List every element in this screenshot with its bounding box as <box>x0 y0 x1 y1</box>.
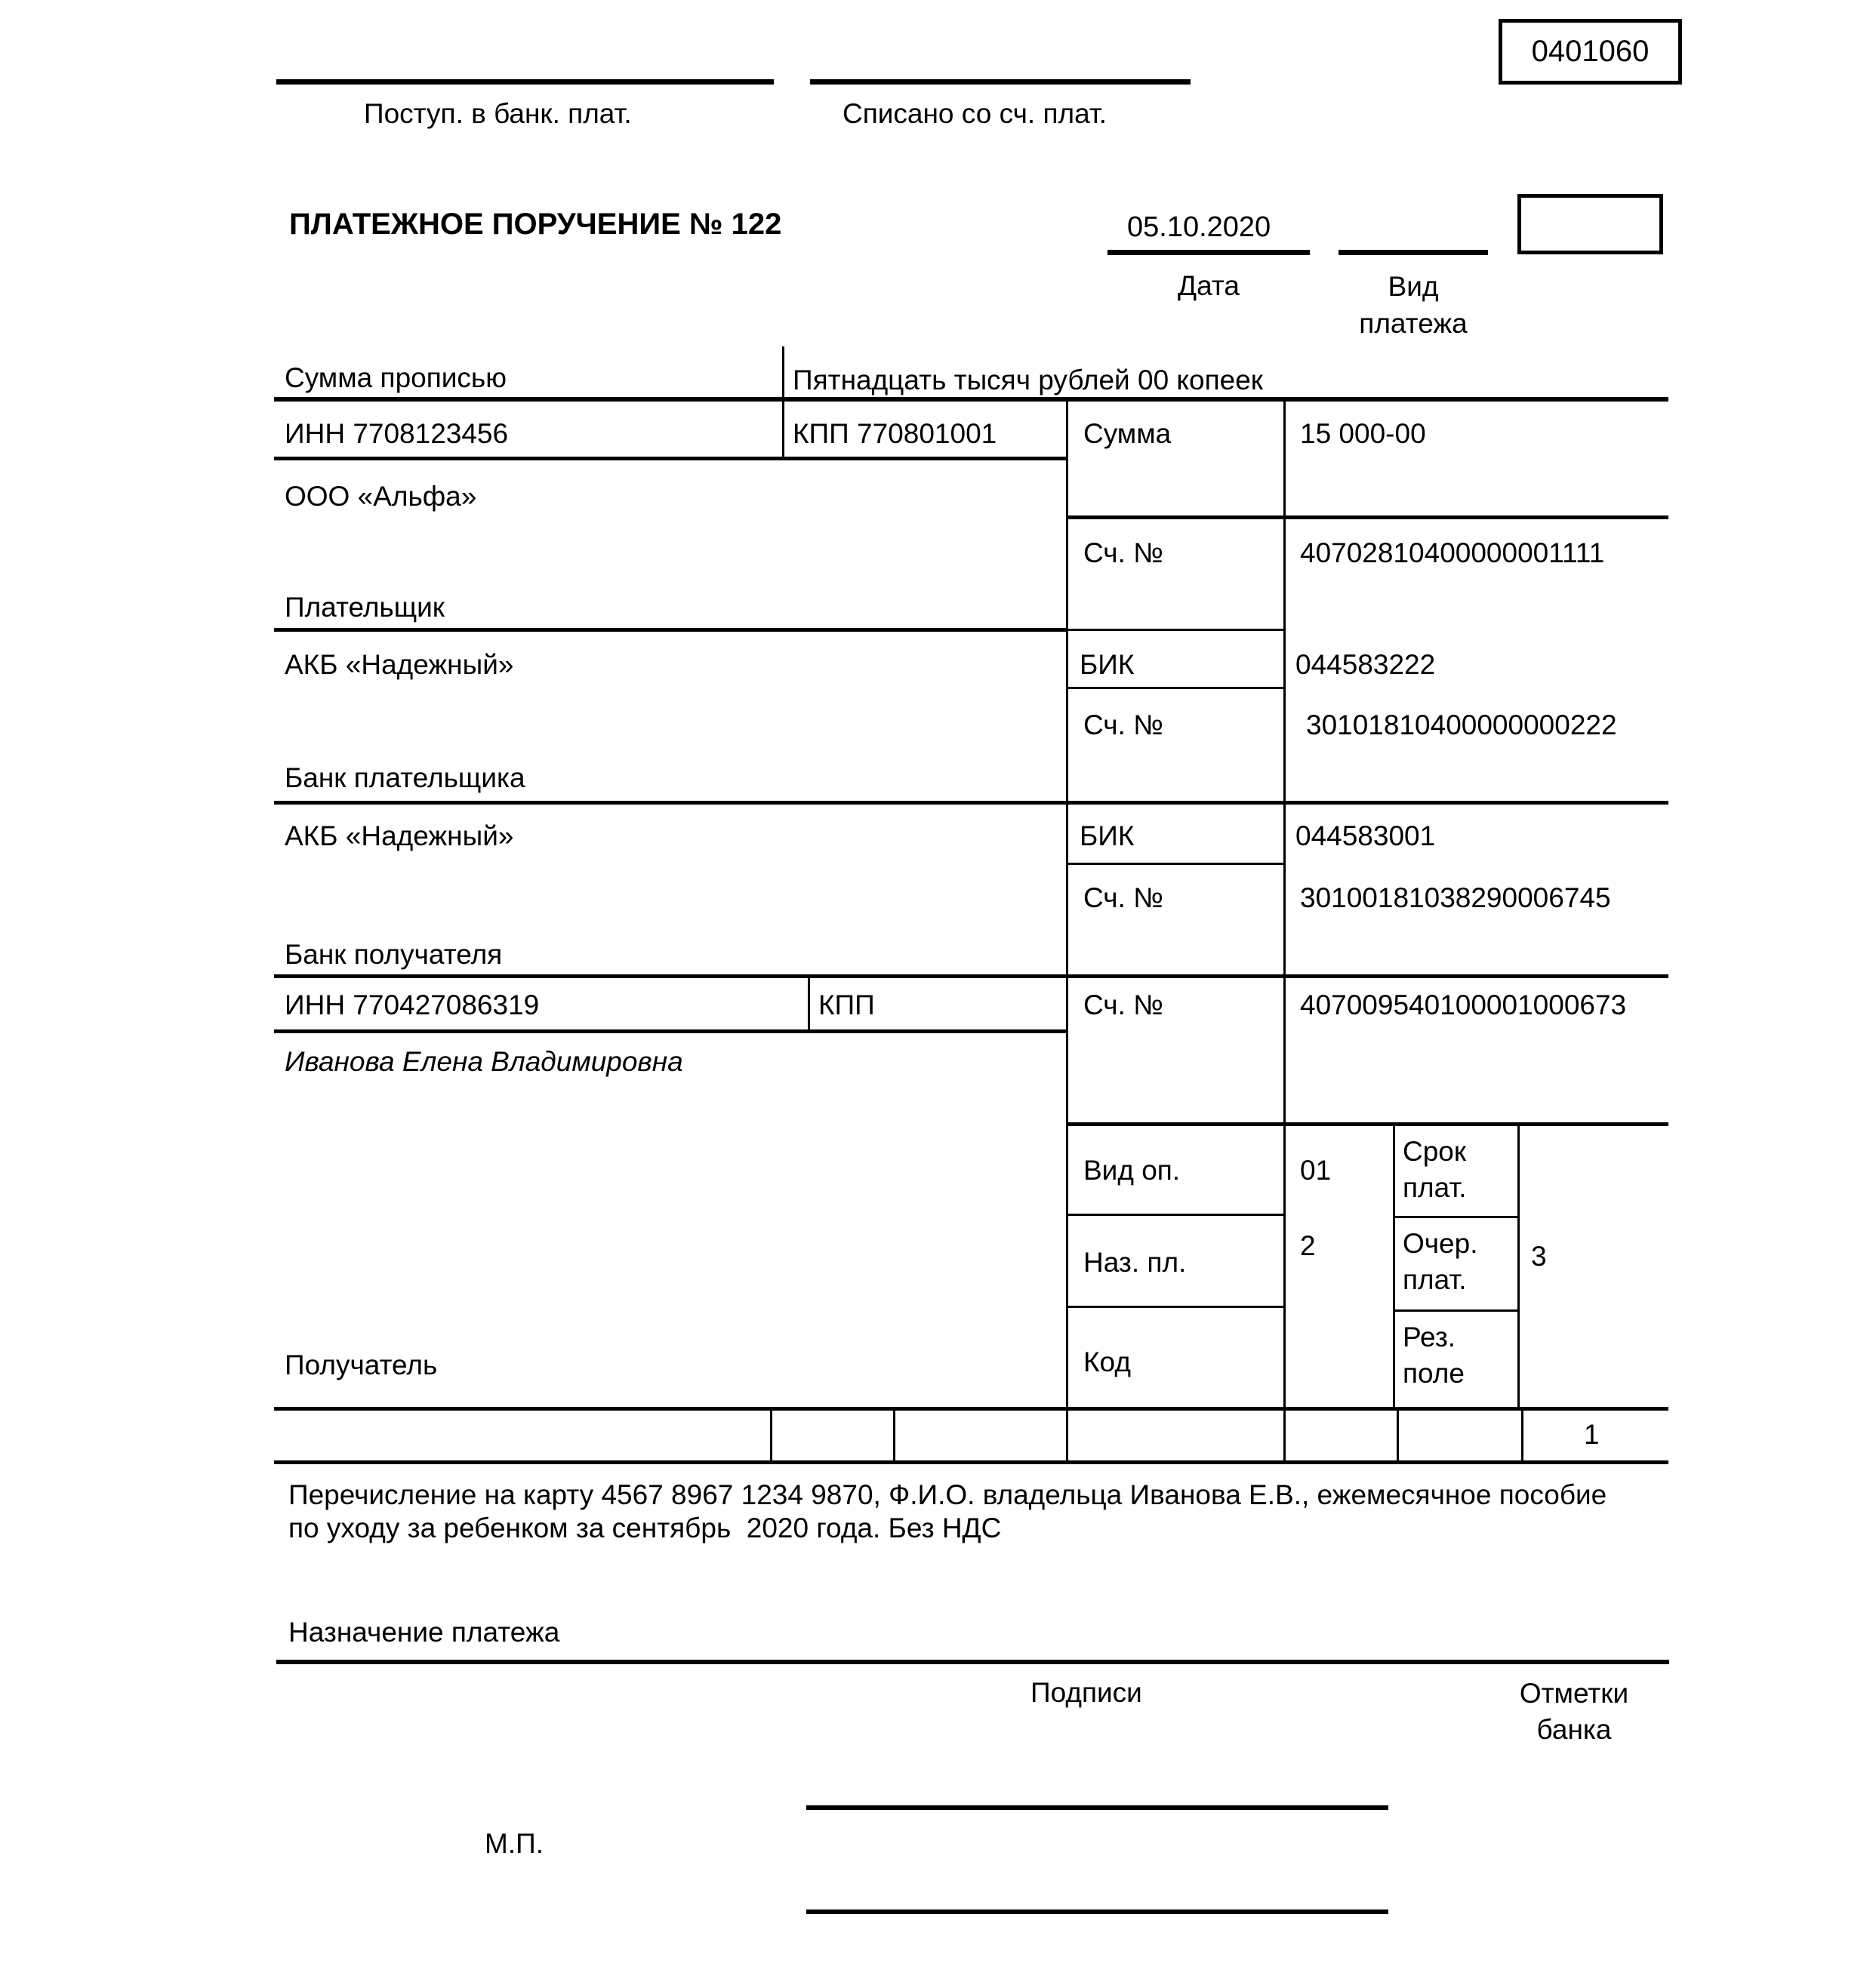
under-payer-line <box>274 628 1068 632</box>
received-by-bank-label: Поступ. в банк. плат. <box>364 98 632 129</box>
bottom-row-bottom-border <box>274 1460 1668 1464</box>
bottom-row-value: 1 <box>1584 1419 1600 1450</box>
payee-kpp-label: КПП <box>818 989 875 1020</box>
payer-kpp-divider <box>782 402 784 459</box>
purpose-text-line1: Перечисление на карту 4567 8967 1234 9870, Ф.И.О. владельца Иванова Е.В., ежемесячное пособие <box>288 1479 1607 1510</box>
payee-bank-bik: 044583001 <box>1295 820 1436 851</box>
payee-bank-name: АКБ «Надежный» <box>285 820 514 851</box>
payer-bank-bik: 044583222 <box>1295 649 1436 680</box>
sum-label: Сумма <box>1083 418 1172 449</box>
op-type-value: 01 <box>1300 1155 1332 1186</box>
bottom-row-divider-1 <box>770 1407 772 1464</box>
payer-account-label: Сч. № <box>1083 537 1163 568</box>
date-label: Дата <box>1178 270 1240 301</box>
payer-bank-account: 30101810400000000222 <box>1306 709 1617 740</box>
signatures-label: Подписи <box>1030 1677 1142 1708</box>
payer-inn: ИНН 7708123456 <box>285 418 509 449</box>
debited-from-account-label: Списано со сч. плат. <box>843 98 1107 129</box>
under-sum-row-line <box>1066 515 1668 519</box>
op-type-label: Вид оп. <box>1083 1155 1181 1186</box>
payer-name: ООО «Альфа» <box>285 481 477 512</box>
payment-purpose-code-value: 2 <box>1300 1230 1316 1261</box>
under-purpose-section-line <box>276 1660 1669 1664</box>
payer-bank-name: АКБ «Надежный» <box>285 649 514 680</box>
payee-account-label: Сч. № <box>1083 989 1163 1020</box>
payment-type-label: Вид платежа <box>1359 271 1468 339</box>
sum-column-divider <box>1066 397 1068 1464</box>
priority-box-bottom <box>1393 1309 1520 1312</box>
date-underline <box>1107 250 1310 255</box>
payer-bik-box-bottom <box>1066 687 1286 689</box>
op-value-column-divider <box>1393 1124 1395 1409</box>
purpose-text-line2: по уходу за ребенком за сентябрь 2020 года. Без НДС <box>288 1513 1002 1543</box>
purpose-section-label: Назначение платежа <box>288 1617 560 1648</box>
debited-from-account-line <box>810 79 1191 85</box>
due-date-box-bottom <box>1393 1216 1520 1218</box>
priority-value: 3 <box>1531 1241 1547 1272</box>
payment-type-box <box>1517 194 1663 254</box>
payee-bank-section-label: Банк получателя <box>285 939 503 970</box>
table-top-border <box>274 397 1668 402</box>
label-value-divider <box>1283 397 1286 1464</box>
payee-bik-box-bottom <box>1066 863 1286 865</box>
amount-in-words-value: Пятнадцать тысяч рублей 00 копеек <box>793 365 1263 395</box>
bottom-row-top-border <box>274 1407 1668 1411</box>
under-payer-bank-line <box>274 801 1668 805</box>
sum-value: 15 000-00 <box>1300 418 1426 449</box>
document-title: ПЛАТЕЖНОЕ ПОРУЧЕНИЕ № 122 <box>289 208 782 241</box>
code-label: Код <box>1083 1346 1131 1377</box>
bank-marks-label: Отметки банка <box>1519 1678 1637 1746</box>
bottom-row-divider-2 <box>893 1407 895 1464</box>
under-op-type-line <box>1066 1214 1286 1216</box>
received-by-bank-line <box>276 79 774 85</box>
payer-section-label: Плательщик <box>285 592 445 623</box>
payer-account: 40702810400000001111 <box>1300 537 1605 568</box>
bottom-row-divider-4 <box>1521 1407 1523 1464</box>
payee-inn: ИНН 770427086319 <box>285 989 540 1020</box>
payer-bik-box-top <box>1066 629 1286 631</box>
signature-line-1 <box>806 1805 1388 1810</box>
above-op-type-line <box>1066 1122 1668 1126</box>
payee-section-label: Получатель <box>285 1349 438 1380</box>
under-payer-inn-line <box>274 457 1068 460</box>
under-payee-inn-line <box>274 1029 1068 1033</box>
bottom-row-divider-3 <box>1397 1407 1399 1464</box>
priority-label: Очер. плат. <box>1403 1228 1486 1296</box>
reserve-field-label: Рез. поле <box>1403 1322 1465 1389</box>
due-label-column-divider <box>1517 1124 1520 1409</box>
amount-in-words-divider <box>782 346 784 401</box>
date-value: 05.10.2020 <box>1127 211 1271 243</box>
payment-purpose-code-label: Наз. пл. <box>1083 1247 1187 1278</box>
payee-bank-bik-label: БИК <box>1080 820 1135 851</box>
form-code: 0401060 <box>1531 35 1650 68</box>
form-code-box <box>1499 19 1682 85</box>
payer-bank-account-label: Сч. № <box>1083 709 1163 740</box>
payee-account: 407009540100001000673 <box>1300 989 1627 1020</box>
payee-name: Иванова Елена Владимировна <box>285 1046 683 1077</box>
signature-line-2 <box>806 1910 1388 1914</box>
under-payee-bank-line <box>274 974 1668 978</box>
stamp-label: М.П. <box>485 1828 544 1859</box>
payee-bank-account-label: Сч. № <box>1083 882 1163 913</box>
payer-kpp: КПП 770801001 <box>793 418 997 449</box>
payee-bank-account: 30100181038290006745 <box>1300 882 1611 913</box>
payee-kpp-divider <box>808 978 810 1031</box>
amount-in-words-label: Сумма прописью <box>285 362 507 393</box>
payer-bank-section-label: Банк плательщика <box>285 762 525 793</box>
payer-bank-bik-label: БИК <box>1080 649 1135 680</box>
payment-type-underline <box>1339 250 1488 255</box>
under-purpose-code-line <box>1066 1306 1286 1308</box>
due-date-label: Срок плат. <box>1403 1136 1474 1204</box>
